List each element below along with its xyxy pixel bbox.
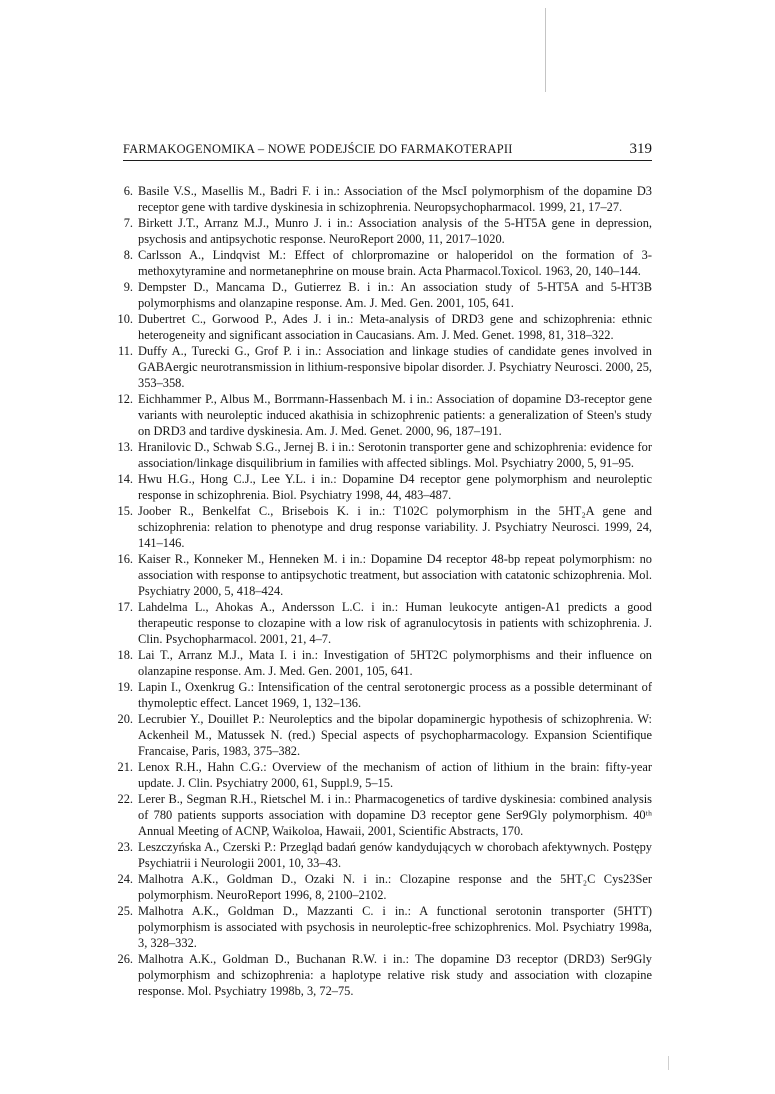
reference-text: Lenox R.H., Hahn C.G.: Overview of the mechanism of action of lithium in the brain: fifty-year update. J. Clin. Psychiatry 2000, 61, Suppl.9, 5–15. [138,760,652,790]
reference-text: Eichhammer P., Albus M., Borrmann-Hassenbach M. i in.: Association of dopamine D3-receptor gene variants with neuroleptic induced akathisia in schizophrenic patients: a generalization of Steen's study on DRD3 and tardive dyskinesia. Am. J. Med. Genet. 2000, 96, 187–191. [138,392,652,438]
reference-item [107,839,652,871]
reference-item [107,647,652,679]
reference-item [107,311,652,343]
reference-item [107,343,652,391]
reference-item [107,599,652,647]
running-head: FARMAKOGENOMIKA – NOWE PODEJŚCIE DO FARMAKOTERAPII [123,142,513,156]
reference-text: Leszczyńska A., Czerski P.: Przegląd badań genów kandydujących w chorobach afektywnych. Postępy Psychiatrii i Neurologii 2001, 10, 33–43. [138,840,652,870]
reference-number: 13. [117,440,133,454]
reference-text: Kaiser R., Konneker M., Henneken M. i in.: Dopamine D4 receptor 48-bp repeat polymorphism: no association with response to antipsychotic treatment, but association with catatonic schizophrenia. Mol. Psychiatry 2000, 5, 418–424. [138,552,652,598]
reference-list [107,183,652,999]
reference-item [107,871,652,903]
scan-artifact-mark [668,1056,669,1070]
reference-text: Hwu H.G., Hong C.J., Lee Y.L. i in.: Dopamine D4 receptor gene polymorphism and neuroleptic response in schizophrenia. Biol. Psychiatry 1998, 44, 483–487. [138,472,652,502]
reference-number: 9. [123,280,133,294]
reference-item [107,279,652,311]
reference-number: 24. [117,872,133,886]
reference-text: Dubertret C., Gorwood P., Ades J. i in.: Meta-analysis of DRD3 gene and schizophrenia: ethnic heterogeneity and significant association in Caucasians. Am. J. Med. Genet. 1998, 81, 318–322. [138,312,652,342]
reference-text: Lapin I., Oxenkrug G.: Intensification of the central serotonergic process as a possible determinant of thymoleptic effect. Lancet 1969, 1, 132–136. [138,680,652,710]
reference-number: 6. [123,184,133,198]
reference-number: 17. [117,600,133,614]
reference-text: Joober R., Benkelfat C., Brisebois K. i in.: T102C polymorphism in the 5HT₂A gene and schizophrenia: relation to phenotype and drug response variability. J. Psychiatry Neurosci. 1999, 24, 141–146. [138,504,652,550]
reference-number: 22. [117,792,133,806]
reference-number: 21. [117,760,133,774]
reference-text: Malhotra A.K., Goldman D., Ozaki N. i in.: Clozapine response and the 5HT₂C Cys23Ser polymorphism. NeuroReport 1996, 8, 2100–2102. [138,872,652,902]
reference-item [107,951,652,999]
reference-text: Lerer B., Segman R.H., Rietschel M. i in.: Pharmacogenetics of tardive dyskinesia: combined analysis of 780 patients supports association with dopamine D3 receptor gene Ser9Gly polymorphism. 40ᵗʰ Annual Meeting of ACNP, Waikoloa, Hawaii, 2001, Scientific Abstracts, 170. [138,792,652,838]
reference-item [107,391,652,439]
header-rule [123,160,652,161]
reference-number: 16. [117,552,133,566]
reference-text: Dempster D., Mancama D., Gutierrez B. i in.: An association study of 5-HT5A and 5-HT3B polymorphisms and olanzapine response. Am. J. Med. Gen. 2001, 105, 641. [138,280,652,310]
reference-text: Duffy A., Turecki G., Grof P. i in.: Association and linkage studies of candidate genes involved in GABAergic neurotransmission in lithium-responsive bipolar disorder. J. Psychiatry Neurosci. 2000, 25, 353–358. [138,344,652,390]
reference-text: Lecrubier Y., Douillet P.: Neuroleptics and the bipolar dopaminergic hypothesis of schizophrenia. W: Ackenheil M., Matussek N. (red.) Special aspects of psychopharmacology. Expansion Scientifique Francaise, Paris, 1983, 375–382. [138,712,652,758]
reference-text: Birkett J.T., Arranz M.J., Munro J. i in.: Association analysis of the 5-HT5A gene in depression, psychosis and antipsychotic response. NeuroReport 2000, 11, 2017–1020. [138,216,652,246]
reference-item [107,903,652,951]
reference-item [107,439,652,471]
reference-number: 23. [117,840,133,854]
reference-item [107,183,652,215]
reference-number: 18. [117,648,133,662]
reference-number: 19. [117,680,133,694]
reference-text: Lahdelma L., Ahokas A., Andersson L.C. i in.: Human leukocyte antigen-A1 predicts a good therapeutic response to clozapine with a low risk of agranulocytosis in patients with schizophrenia. J. Clin. Psychopharmacol. 2001, 21, 4–7. [138,600,652,646]
reference-text: Malhotra A.K., Goldman D., Mazzanti C. i in.: A functional serotonin transporter (5HTT) polymorphism is associated with psychosis in neuroleptic-free schizophrenics. Mol. Psychiatry 1998a, 3, 328–332. [138,904,652,950]
reference-item [107,551,652,599]
reference-number: 15. [117,504,133,518]
reference-item [107,679,652,711]
reference-number: 12. [117,392,133,406]
reference-item [107,503,652,551]
reference-number: 20. [117,712,133,726]
reference-number: 25. [117,904,133,918]
reference-item [107,791,652,839]
reference-number: 26. [117,952,133,966]
reference-text: Hranilovic D., Schwab S.G., Jernej B. i in.: Serotonin transporter gene and schizophrenia: evidence for association/linkage disquilibrium in families with affected siblings. Mol. Psychiatry 2000, 5, 91–95. [138,440,652,470]
reference-number: 10. [117,312,133,326]
reference-item [107,247,652,279]
reference-item [107,215,652,247]
reference-number: 8. [123,248,133,262]
reference-text: Basile V.S., Masellis M., Badri F. i in.: Association of the MscI polymorphism of the dopamine D3 receptor gene with tardive dyskinesia in schizophrenia. Neuropsychopharmacol. 1999, 21, 17–27. [138,184,652,214]
reference-text: Carlsson A., Lindqvist M.: Effect of chlorpromazine or haloperidol on the formation of 3-methoxytyramine and normetanephrine on mouse brain. Acta Pharmacol.Toxicol. 1963, 20, 140–144. [138,248,652,278]
page-header [123,141,652,158]
scan-artifact-line [545,8,546,92]
reference-text: Lai T., Arranz M.J., Mata I. i in.: Investigation of 5HT2C polymorphisms and their influence on olanzapine response. Am. J. Med. Gen. 2001, 105, 641. [138,648,652,678]
page-number: 319 [629,141,652,157]
reference-number: 7. [123,216,133,230]
reference-item [107,759,652,791]
reference-item [107,711,652,759]
reference-number: 14. [117,472,133,486]
reference-number: 11. [117,344,133,358]
reference-item [107,471,652,503]
reference-text: Malhotra A.K., Goldman D., Buchanan R.W. i in.: The dopamine D3 receptor (DRD3) Ser9Gly polymorphism and schizophrenia: a haplotype relative risk study and association with clozapine response. Mol. Psychiatry 1998b, 3, 72–75. [138,952,652,998]
